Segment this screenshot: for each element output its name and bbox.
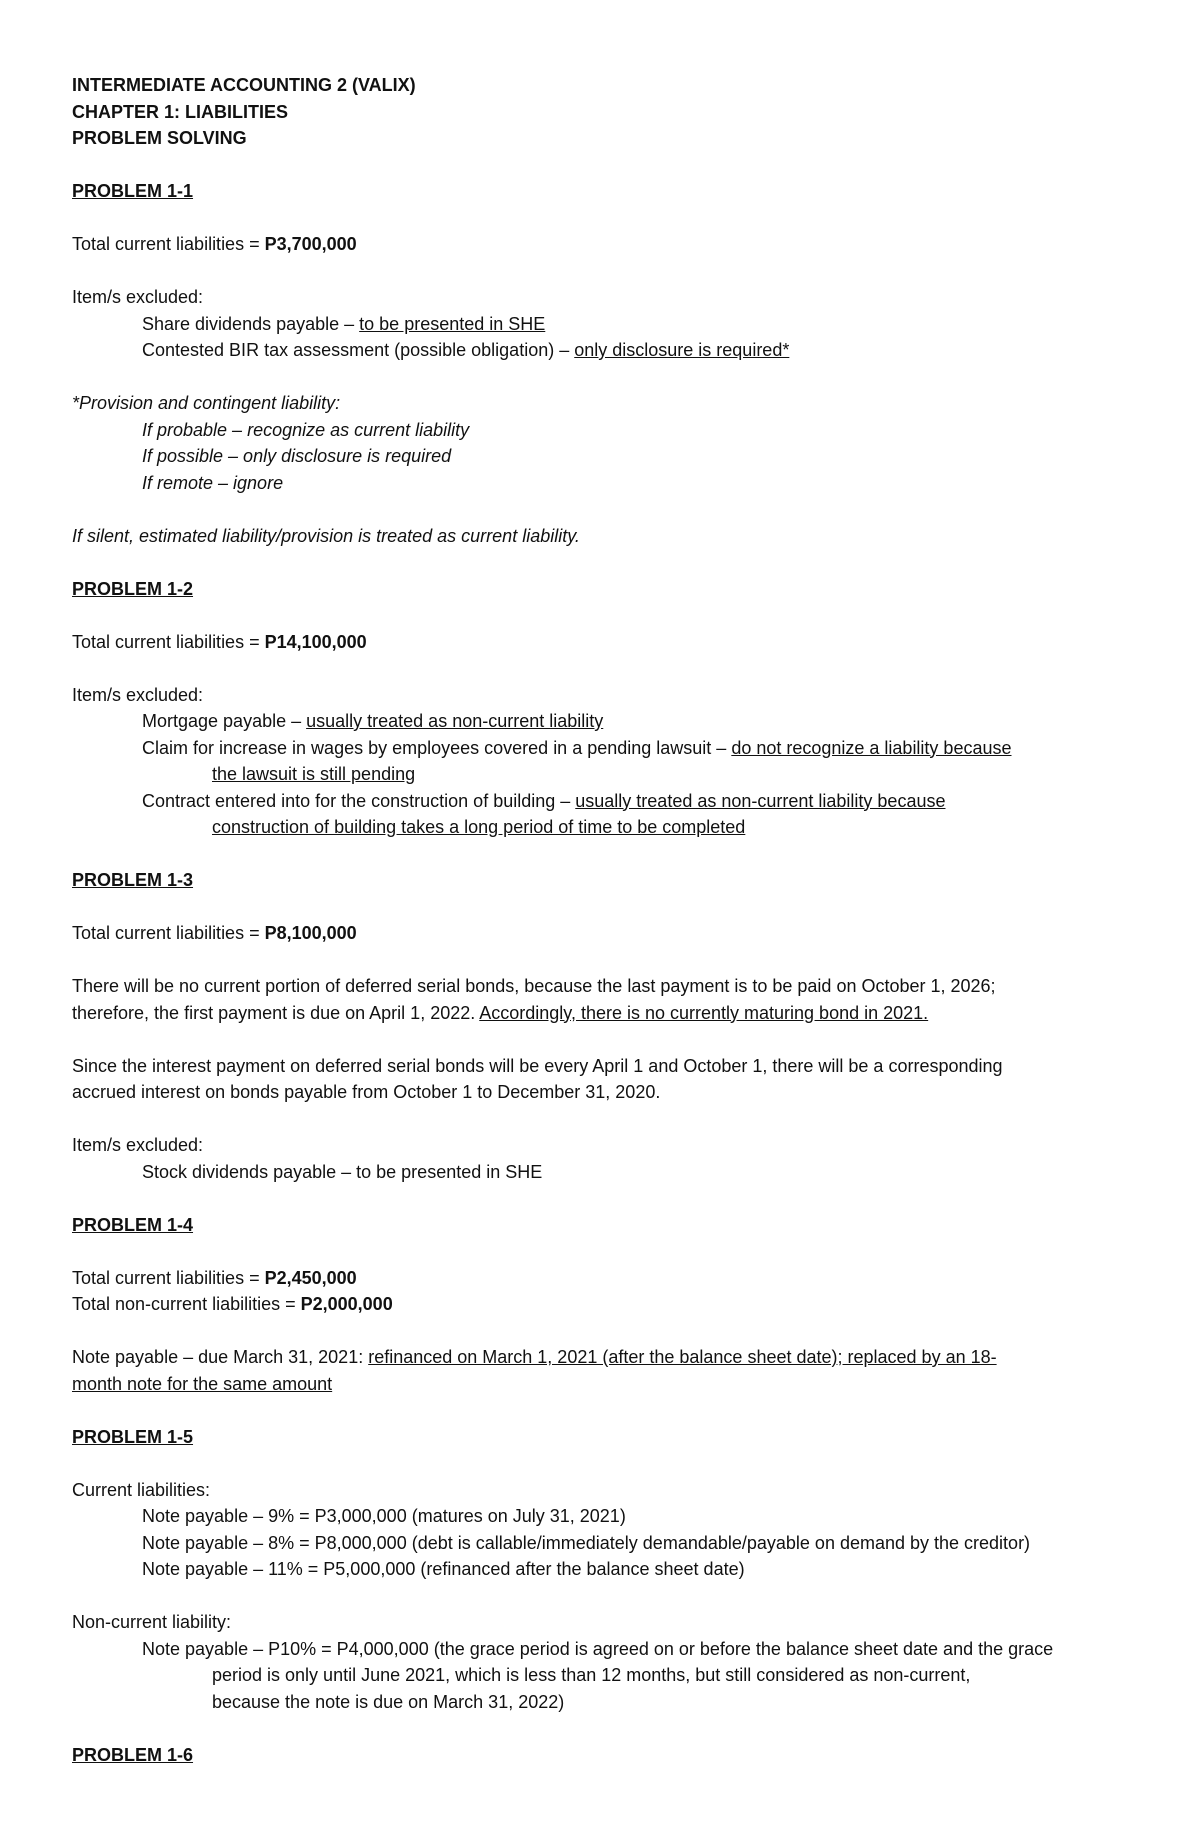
problem-1-4-total-current: Total current liabilities = P2,450,000 <box>72 1267 357 1288</box>
problem-1-2-heading: PROBLEM 1-2 <box>72 578 194 599</box>
problem-1-2-excluded-label: Item/s excluded: <box>72 684 204 705</box>
problem-1-5-current-item: Note payable – 8% = P8,000,000 (debt is callable/immediately demandable/payable on demand by the creditor) <box>142 1532 1031 1553</box>
problem-1-6-heading: PROBLEM 1-6 <box>72 1744 194 1765</box>
problem-1-1-excluded-item: Contested BIR tax assessment (possible obligation) – only disclosure is required* <box>142 340 790 360</box>
problem-1-5-noncurrent-item-cont: period is only until June 2021, which is less than 12 months, but still considered as non-current, <box>212 1665 971 1685</box>
problem-1-5-heading: PROBLEM 1-5 <box>72 1426 194 1447</box>
chapter-title: CHAPTER 1: LIABILITIES <box>72 101 289 122</box>
course-title: INTERMEDIATE ACCOUNTING 2 (VALIX) <box>72 75 416 95</box>
problem-1-5-noncurrent-label: Non-current liability: <box>72 1612 232 1632</box>
problem-1-3-total: Total current liabilities = P8,100,000 <box>72 923 357 943</box>
problem-1-5-noncurrent-item-cont: because the note is due on March 31, 2022) <box>212 1691 565 1712</box>
provision-note-silent: If silent, estimated liability/provision is treated as current liability. <box>72 525 580 546</box>
problem-1-3-paragraph-1-cont: therefore, the first payment is due on April 1, 2022. Accordingly, there is no currently maturing bond in 2021. <box>72 1002 929 1023</box>
provision-note-heading: *Provision and contingent liability: <box>72 393 341 413</box>
problem-1-1-excluded-item: Share dividends payable – to be presented in SHE <box>142 313 546 334</box>
section-title: PROBLEM SOLVING <box>72 128 247 148</box>
problem-1-2-excluded-item-cont: construction of building takes a long period of time to be completed <box>212 817 746 837</box>
provision-note-item: If possible – only disclosure is required <box>142 446 452 466</box>
problem-1-4-total-noncurrent: Total non-current liabilities = P2,000,000 <box>72 1294 393 1314</box>
problem-1-1-excluded-label: Item/s excluded: <box>72 287 204 307</box>
problem-1-5-current-item: Note payable – 11% = P5,000,000 (refinanced after the balance sheet date) <box>142 1559 745 1579</box>
problem-1-4-note: Note payable – due March 31, 2021: refinanced on March 1, 2021 (after the balance sheet date); replaced by an 18- <box>72 1347 997 1367</box>
provision-note-item: If remote – ignore <box>142 472 284 493</box>
problem-1-4-heading: PROBLEM 1-4 <box>72 1214 194 1235</box>
problem-1-3-excluded-item: Stock dividends payable – to be presented in SHE <box>142 1161 543 1182</box>
problem-1-2-excluded-item-cont: the lawsuit is still pending <box>212 764 416 784</box>
problem-1-3-excluded-label: Item/s excluded: <box>72 1135 204 1155</box>
problem-1-2-excluded-item: Mortgage payable – usually treated as non-current liability <box>142 711 604 731</box>
problem-1-1-heading: PROBLEM 1-1 <box>72 181 194 201</box>
problem-1-3-paragraph-2-cont: accrued interest on bonds payable from October 1 to December 31, 2020. <box>72 1082 661 1102</box>
problem-1-1-total: Total current liabilities = P3,700,000 <box>72 234 357 254</box>
problem-1-5-noncurrent-item: Note payable – P10% = P4,000,000 (the grace period is agreed on or before the balance sheet date and the grace <box>142 1638 1054 1659</box>
problem-1-3-heading: PROBLEM 1-3 <box>72 870 194 890</box>
problem-1-2-excluded-item: Contract entered into for the construction of building – usually treated as non-current liability because <box>142 790 946 811</box>
problem-1-2-total: Total current liabilities = P14,100,000 <box>72 631 367 652</box>
provision-note-item: If probable – recognize as current liability <box>142 419 470 440</box>
problem-1-3-paragraph-2: Since the interest payment on deferred serial bonds will be every April 1 and October 1, there will be a corresponding <box>72 1055 1003 1076</box>
problem-1-5-current-item: Note payable – 9% = P3,000,000 (matures on July 31, 2021) <box>142 1506 626 1526</box>
problem-1-5-current-label: Current liabilities: <box>72 1479 211 1500</box>
problem-1-3-paragraph-1: There will be no current portion of deferred serial bonds, because the last payment is to be paid on October 1, 2026; <box>72 976 996 996</box>
problem-1-4-note-cont: month note for the same amount <box>72 1373 333 1394</box>
problem-1-2-excluded-item: Claim for increase in wages by employees covered in a pending lawsuit – do not recognize a liability because <box>142 737 1012 758</box>
